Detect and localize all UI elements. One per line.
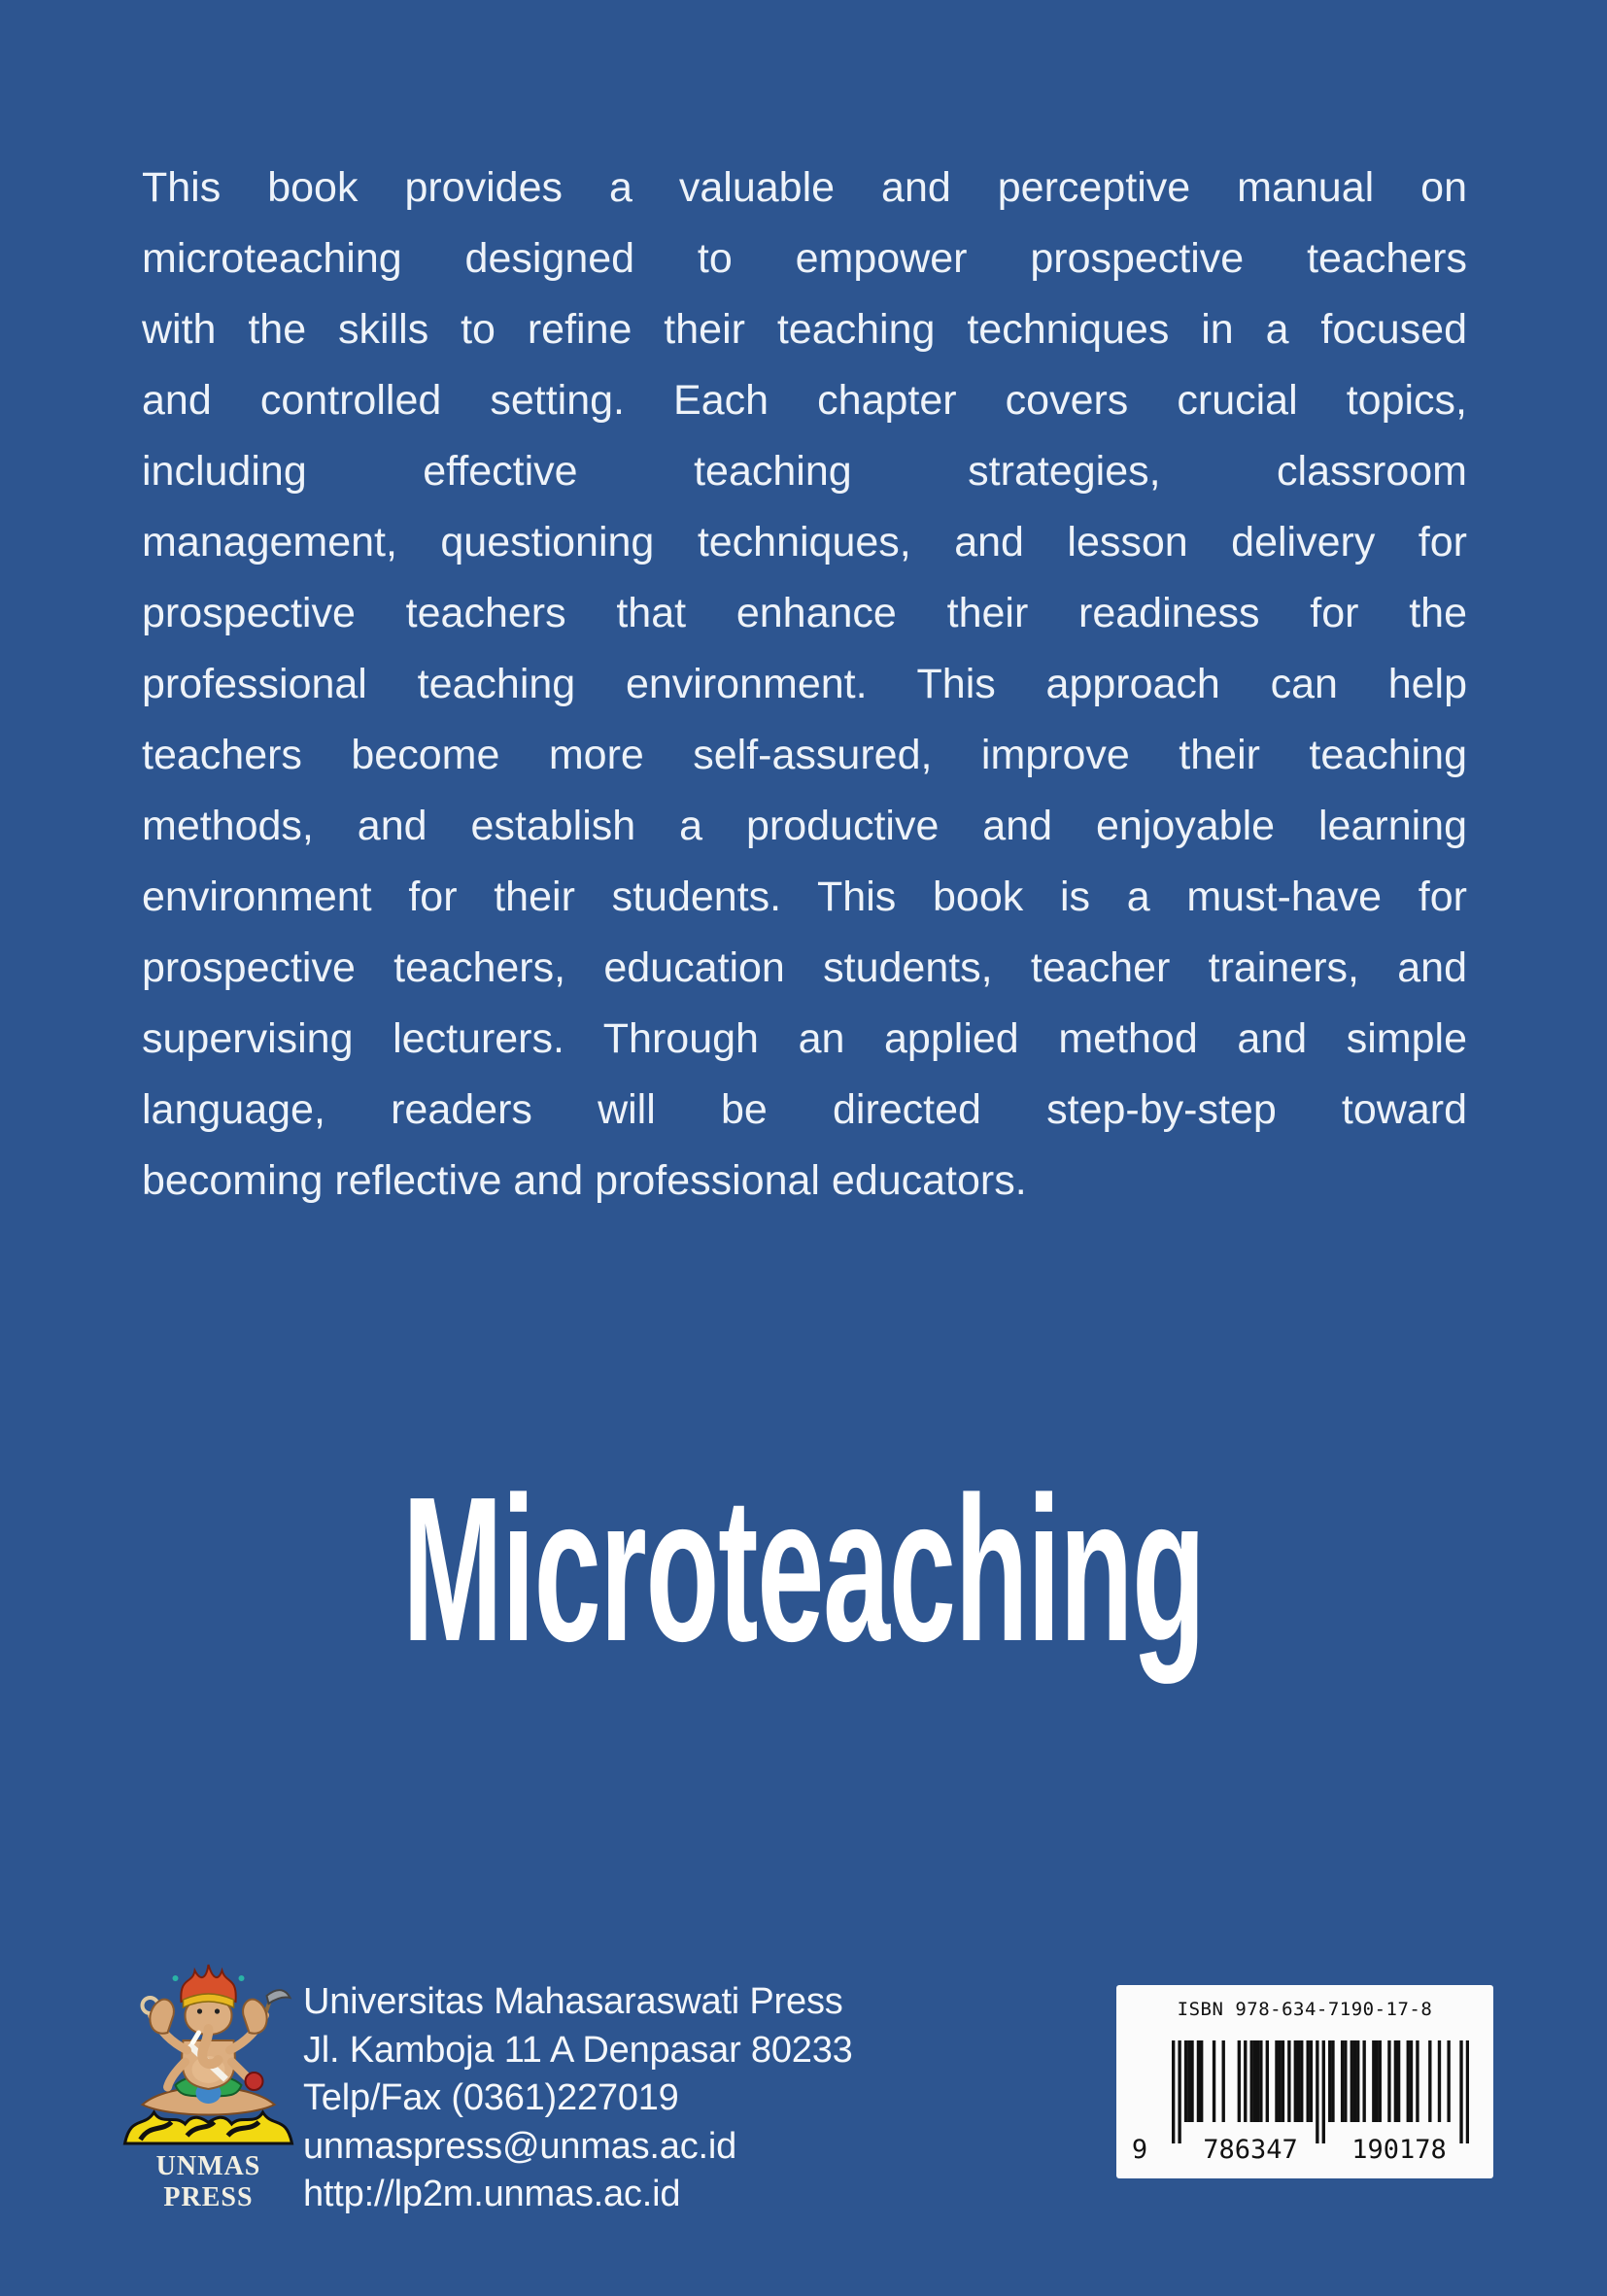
publisher-line: Jl. Kamboja 11 A Denpasar 80233 [303,2029,853,2071]
synopsis-line: and controlled setting. Each chapter covers crucial topics, [142,377,1467,424]
synopsis-line: professional teaching environment. This approach can help [142,661,1467,707]
synopsis-line: methods, and establish a productive and enjoyable learning [142,803,1467,849]
unmas-press-logo [109,1957,308,2213]
synopsis-line: language, readers will be directed step-by-step toward [142,1086,1467,1133]
synopsis-line: supervising lecturers. Through an applied method and simple [142,1015,1467,1062]
ean13-barcode [1172,2040,1469,2143]
synopsis-line: management, questioning techniques, and lesson delivery for [142,519,1467,565]
synopsis-line: environment for their students. This book is a must-have for [142,874,1467,920]
synopsis-line: including effective teaching strategies, classroom [142,448,1467,495]
synopsis-line: prospective teachers, education students, teacher trainers, and [142,944,1467,991]
synopsis-line: becoming reflective and professional educators. [142,1157,1027,1204]
synopsis-paragraph [142,153,1467,1217]
publisher-line: Universitas Mahasaraswati Press [303,1981,843,2022]
logo-text: UNMAS PRESS [155,2151,261,2212]
publisher-line: unmaspress@unmas.ac.id [303,2125,737,2167]
isbn-barcode-block [1116,1985,1493,2178]
publisher-line: http://lp2m.unmas.ac.id [303,2174,681,2214]
barcode-digit-group: 9 [1131,2135,1148,2165]
publisher-line: Telp/Fax (0361)227019 [303,2077,679,2118]
barcode-digit-group: 786347 [1203,2135,1298,2165]
ganesha-illustration [109,1957,308,2151]
synopsis-line: teachers become more self-assured, improve their teaching [142,732,1467,778]
publisher-info [303,1978,853,2219]
barcode-digit-group: 190178 [1351,2135,1447,2165]
isbn-number-label: ISBN 978-634-7190-17-8 [1177,1999,1433,2020]
synopsis-line: with the skills to refine their teaching techniques in a focused [142,306,1467,353]
synopsis-line: prospective teachers that enhance their readiness for the [142,590,1467,636]
synopsis-line: microteaching designed to empower prospective teachers [142,235,1467,282]
synopsis-line: This book provides a valuable and perceptive manual on [142,164,1467,211]
book-title: Microteaching [402,1454,1205,1684]
